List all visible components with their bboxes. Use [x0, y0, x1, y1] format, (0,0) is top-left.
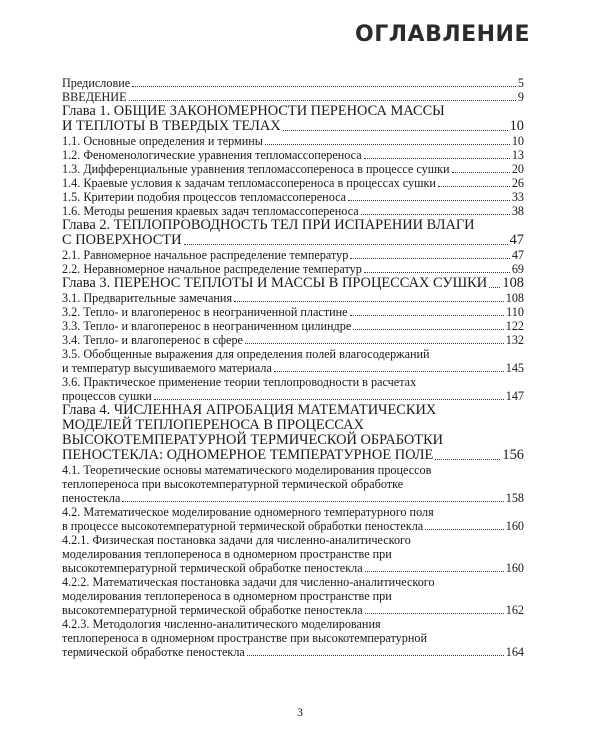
toc-entry-row: [62, 389, 524, 403]
toc-item: [62, 463, 524, 505]
toc-entry-title: Глава 3. ПЕРЕНОС ТЕПЛОТЫ И МАССЫ В ПРОЦЕССАХ СУШКИ: [62, 275, 488, 291]
toc-entry-title: ПЕНОСТЕКЛА: ОДНОМЕРНОЕ ТЕМПЕРАТУРНОЕ ПОЛЕ: [62, 447, 434, 463]
toc-item: [62, 134, 524, 148]
toc-entry-row: [62, 319, 524, 333]
toc-entry-row: [62, 119, 524, 134]
toc-page-number: 108: [502, 275, 524, 291]
toc-item: [62, 533, 524, 575]
toc-page-number: 110: [506, 305, 524, 319]
toc-item: [62, 347, 524, 375]
toc-item: [62, 148, 524, 162]
toc-item-line: 4.2.1. Физическая постановка задачи для численно-аналитического: [62, 533, 411, 547]
toc-entry-title: 1.1. Основные определения и термины: [62, 134, 263, 148]
table-of-contents: [62, 76, 524, 659]
toc-entry-title: 2.1. Равномерное начальное распределение температур: [62, 248, 349, 262]
dot-leader: [154, 399, 504, 400]
toc-entry-row: [62, 190, 524, 204]
toc-entry-row: [62, 603, 524, 617]
dot-leader: [184, 244, 508, 245]
toc-entry-row: [62, 291, 524, 305]
toc-item: [62, 176, 524, 190]
toc-entry-row: [62, 204, 524, 218]
toc-item: [62, 218, 524, 248]
dot-leader: [364, 158, 510, 159]
toc-item-line: Глава 2. ТЕПЛОПРОВОДНОСТЬ ТЕЛ ПРИ ИСПАРЕНИИ ВЛАГИ: [62, 217, 475, 233]
toc-page-number: 10: [509, 118, 524, 134]
toc-item-line: Глава 4. ЧИСЛЕННАЯ АПРОБАЦИЯ МАТЕМАТИЧЕСКИХ: [62, 402, 437, 418]
toc-item-line: 3.6. Практическое применение теории теплопроводности в расчетах: [62, 375, 417, 389]
toc-page-number: 158: [505, 491, 524, 505]
toc-item: [62, 104, 524, 134]
toc-item-line: 4.2.3. Методология численно-аналитического моделирования: [62, 617, 381, 631]
dot-leader: [129, 100, 516, 101]
toc-entry-title: 3.4. Тепло- и влагоперенос в сфере: [62, 333, 243, 347]
toc-item-line: ВЫСОКОТЕМПЕРАТУРНОЙ ТЕРМИЧЕСКОЙ ОБРАБОТКИ: [62, 432, 444, 448]
dot-leader: [283, 130, 508, 131]
toc-item: [62, 90, 524, 104]
toc-entry-row: [62, 90, 524, 104]
toc-entry-title: Предисловие: [62, 76, 131, 90]
toc-entry-title: 1.6. Методы решения краевых задач тепломассопереноса: [62, 204, 359, 218]
toc-entry-title: высокотемпературной термической обработке пеностекла: [62, 561, 363, 575]
toc-page-number: 156: [502, 447, 524, 463]
toc-item: [62, 190, 524, 204]
dot-leader: [245, 343, 504, 344]
toc-entry-row: [62, 645, 524, 659]
toc-item-line: моделирования теплопереноса в одномерном пространстве при: [62, 547, 392, 561]
toc-page-number: 147: [505, 389, 524, 403]
toc-page-number: 47: [509, 232, 524, 248]
dot-leader: [353, 329, 503, 330]
toc-page-number: 9: [517, 90, 524, 104]
toc-page-number: 69: [511, 262, 524, 276]
toc-item-line: Глава 1. ОБЩИЕ ЗАКОНОМЕРНОСТИ ПЕРЕНОСА МАССЫ: [62, 103, 445, 119]
toc-item: [62, 262, 524, 276]
toc-item: [62, 305, 524, 319]
toc-page-number: 132: [505, 333, 524, 347]
toc-page-number: 38: [511, 204, 524, 218]
toc-page-number: 122: [505, 319, 524, 333]
toc-entry-row: [62, 561, 524, 575]
toc-item: [62, 291, 524, 305]
toc-page-number: 162: [505, 603, 524, 617]
toc-page-number: 20: [511, 162, 524, 176]
toc-item: [62, 76, 524, 90]
toc-item: [62, 375, 524, 403]
toc-entry-row: [62, 276, 524, 291]
toc-page-number: 47: [511, 248, 524, 262]
toc-entry-title: И ТЕПЛОТЫ В ТВЕРДЫХ ТЕЛАХ: [62, 118, 281, 134]
dot-leader: [425, 529, 504, 530]
toc-entry-row: [62, 176, 524, 190]
dot-leader: [234, 301, 504, 302]
toc-entry-title: 1.5. Критерии подобия процессов тепломассопереноса: [62, 190, 347, 204]
toc-item: [62, 333, 524, 347]
toc-page-number: 26: [511, 176, 524, 190]
toc-item-line: теплопереноса в одномерном пространстве при высокотемпературной: [62, 631, 428, 645]
toc-item-line: 3.5. Обобщенные выражения для определения полей влагосодержаний: [62, 347, 430, 361]
toc-page-number: 10: [511, 134, 524, 148]
toc-item: [62, 248, 524, 262]
toc-entry-title: 3.3. Тепло- и влагоперенос в неограниченном цилиндре: [62, 319, 352, 333]
toc-entry-row: [62, 448, 524, 463]
toc-item-line: моделирования теплопереноса в одномерном пространстве при: [62, 589, 392, 603]
toc-item-line: 4.2.2. Математическая постановка задачи для численно-аналитического: [62, 575, 435, 589]
toc-entry-row: [62, 162, 524, 176]
dot-leader: [361, 214, 510, 215]
toc-item: [62, 319, 524, 333]
toc-item: [62, 505, 524, 533]
dot-leader: [365, 571, 504, 572]
dot-leader: [365, 613, 504, 614]
dot-leader: [350, 258, 509, 259]
dot-leader: [274, 371, 504, 372]
toc-page-number: 160: [505, 561, 524, 575]
toc-entry-title: 2.2. Неравномерное начальное распределение температур: [62, 262, 362, 276]
toc-entry-title: процессов сушки: [62, 389, 152, 403]
toc-item: [62, 162, 524, 176]
dot-leader: [438, 186, 510, 187]
toc-entry-row: [62, 233, 524, 248]
toc-page-number: 13: [511, 148, 524, 162]
toc-item: [62, 204, 524, 218]
toc-entry-row: [62, 148, 524, 162]
toc-entry-title: 3.2. Тепло- и влагоперенос в неограниченной пластине: [62, 305, 348, 319]
toc-page-number: 160: [505, 519, 524, 533]
toc-item: [62, 617, 524, 659]
toc-item: [62, 575, 524, 617]
toc-item-line: 4.1. Теоретические основы математического моделирования процессов: [62, 463, 432, 477]
toc-entry-title: 3.1. Предварительные замечания: [62, 291, 233, 305]
toc-entry-row: [62, 134, 524, 148]
page-title: ОГЛАВЛЕНИЕ: [355, 22, 530, 47]
page-number: 3: [297, 705, 303, 719]
toc-entry-row: [62, 333, 524, 347]
toc-entry-title: 1.3. Дифференциальные уравнения тепломассопереноса в процессе сушки: [62, 162, 450, 176]
toc-page-number: 33: [511, 190, 524, 204]
dot-leader: [132, 86, 516, 87]
toc-entry-title: и температур высушиваемого материала: [62, 361, 272, 375]
toc-entry-title: в процессе высокотемпературной термической обработки пеностекла: [62, 519, 424, 533]
toc-entry-row: [62, 76, 524, 90]
toc-page-number: 164: [505, 645, 524, 659]
toc-entry-title: пеностекла: [62, 491, 121, 505]
dot-leader: [247, 655, 504, 656]
toc-entry-title: термической обработке пеностекла: [62, 645, 245, 659]
toc-entry-row: [62, 361, 524, 375]
dot-leader: [435, 459, 500, 460]
toc-item: [62, 276, 524, 291]
dot-leader: [122, 501, 503, 502]
toc-entry-row: [62, 305, 524, 319]
toc-item-line: МОДЕЛЕЙ ТЕПЛОПЕРЕНОСА В ПРОЦЕССАХ: [62, 417, 364, 433]
toc-item-line: 4.2. Математическое моделирование одномерного температурного поля: [62, 505, 434, 519]
toc-entry-row: [62, 519, 524, 533]
toc-item-line: теплопереноса при высокотемпературной термической обработке: [62, 477, 404, 491]
dot-leader: [364, 272, 510, 273]
dot-leader: [348, 200, 510, 201]
toc-entry-title: 1.2. Феноменологические уравнения тепломассопереноса: [62, 148, 362, 162]
toc-entry-title: высокотемпературной термической обработке пеностекла: [62, 603, 363, 617]
dot-leader: [350, 315, 505, 316]
dot-leader: [489, 287, 500, 288]
toc-page-number: 145: [505, 361, 524, 375]
toc-entry-title: С ПОВЕРХНОСТИ: [62, 232, 182, 248]
toc-entry-title: ВВЕДЕНИЕ: [62, 90, 127, 104]
toc-entry-title: 1.4. Краевые условия к задачам тепломассопереноса в процессах сушки: [62, 176, 436, 190]
toc-entry-row: [62, 248, 524, 262]
dot-leader: [265, 144, 510, 145]
toc-item: [62, 403, 524, 463]
toc-entry-row: [62, 491, 524, 505]
dot-leader: [452, 172, 510, 173]
toc-page-number: 108: [505, 291, 524, 305]
toc-entry-row: [62, 262, 524, 276]
toc-page-number: 5: [517, 76, 524, 90]
